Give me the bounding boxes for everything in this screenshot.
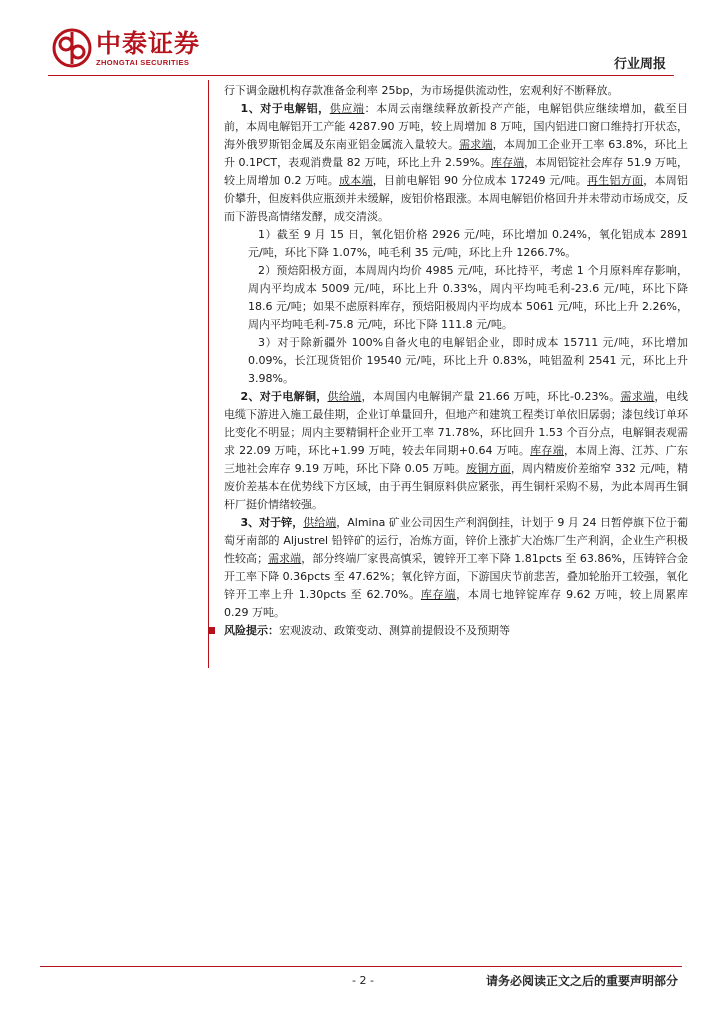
term-inventory: 库存端 xyxy=(420,588,457,601)
section-aluminium xyxy=(224,100,688,226)
term-demand: 需求端 xyxy=(268,552,302,565)
section-heading: 1、对于电解铝， xyxy=(240,102,330,115)
paragraph-text: ，本周铝价攀升，但废料供应瓶颈并未缓解，废铝价格跟涨。本周电解铝价格回升并未带动市场成交，反而下游畏高情绪发酵，成交清淡。 xyxy=(224,174,689,223)
subitem-anode: 2）预焙阳极方面，本周周内均价 4985 元/吨，环比持平，考虑 1 个月原料库存影响，周内平均成本 5009 元/吨，环比上升 0.33%，周内平均吨毛利-23.6 元/吨，环比下降 18.6 元/吨；如果不虑原料库存，预焙阳极周内平均成本 5061 元/吨，环比上升 2.26%，周内平均吨毛利-75.8 元/吨，环比下降 111.8 元/吨。 xyxy=(248,264,688,331)
report-body xyxy=(224,82,688,640)
term-supply: 供给端 xyxy=(303,516,337,529)
company-logo xyxy=(52,28,200,68)
term-demand: 需求端 xyxy=(620,390,655,403)
paragraph-text: ，周内精废价差缩窄 332 元/吨，精废价差基本在优势线下方区域，由于再生铜原料供应紧张，再生铜杆采购不易，为此本周再生铜杆厂挺价情绪较强。 xyxy=(224,462,688,511)
term-recycled-aluminium: 再生铝方面 xyxy=(587,174,644,187)
logo-english-name: ZHONGTAI SECURITIES xyxy=(96,57,190,67)
paragraph-text: ，本周加工企业开工率 63.8%，环比上升 0.1PCT，表观消费量 82 万吨，环比上升 2.59%。 xyxy=(224,138,688,169)
term-scrap-copper: 废铜方面 xyxy=(466,462,511,475)
risk-warning xyxy=(224,622,688,640)
paragraph-text: ，本周国内电解铜产量 21.66 万吨，环比-0.23%。 xyxy=(361,390,621,403)
paragraph-text: ：本周云南继续释放新投产产能，电解铝供应继续增加，截至目前，本周电解铝开工产能 4287.90 万吨，较上周增加 8 万吨，国内铝进口窗口维持打开状态，海外俄罗斯铝金属及东南亚铝金属流入量较大。 xyxy=(224,102,689,151)
term-inventory: 库存端 xyxy=(530,444,565,457)
term-inventory: 库存端 xyxy=(491,156,525,169)
report-type: 行业周报 xyxy=(613,57,666,72)
footer-divider xyxy=(40,966,682,967)
paragraph-text: ，本周铝锭社会库存 51.9 万吨，较上周增加 0.2 万吨。 xyxy=(224,156,688,187)
zhongtai-logo-icon xyxy=(52,28,92,68)
header-divider xyxy=(48,75,674,76)
margin-rule xyxy=(208,80,209,668)
bullet-square-icon xyxy=(208,627,215,634)
logo-chinese-name: 中泰证券 xyxy=(96,28,201,58)
page-number: - 2 - xyxy=(352,974,374,987)
paragraph-intro: 行下调金融机构存款准备金利率 25bp，为市场提供流动性，宏观利好不断释放。 xyxy=(224,84,619,97)
page-header xyxy=(0,0,724,80)
paragraph-text: ，本周七地锌锭库存 9.62 万吨，较上周累库 0.29 万吨。 xyxy=(224,588,689,619)
risk-text: 宏观波动、政策变动、测算前提假设不及预期等 xyxy=(279,624,510,637)
section-heading: 2、对于电解铜， xyxy=(240,390,328,403)
footer-disclaimer: 请务必阅读正文之后的重要声明部分 xyxy=(485,974,678,988)
section-copper xyxy=(224,388,688,514)
term-cost: 成本端 xyxy=(339,174,373,187)
paragraph-text: ，本周上海、江苏、广东三地社会库存 9.19 万吨，环比下降 0.05 万吨。 xyxy=(224,444,688,475)
paragraph-text: ，目前电解铝 90 分位成本 17249 元/吨。 xyxy=(372,174,587,187)
section-zinc xyxy=(224,514,688,622)
term-demand: 需求端 xyxy=(459,138,493,151)
section-heading: 3、对于锌， xyxy=(240,516,304,529)
paragraph-text: ，Almina 矿业公司因生产利润倒挂，计划于 9 月 24 日暂停旗下位于葡萄牙南部的 Aljustrel 铅锌矿的运行，冶炼方面，锌价上涨扩大冶炼厂生产利润，企业生产积极性较高； xyxy=(224,516,689,565)
term-supply: 供给端 xyxy=(327,390,362,403)
term-supply: 供应端 xyxy=(329,102,365,115)
subitem-alumina: 1）截至 9 月 15 日，氧化铝价格 2926 元/吨，环比增加 0.24%，氧化铝成本 2891 元/吨，环比下降 1.07%，吨毛利 35 元/吨，环比上升 1266.7%。 xyxy=(248,228,688,259)
risk-label: 风险提示： xyxy=(224,624,279,637)
paragraph-text: ，电线电缆下游进入施工最佳期，企业订单量回升，但地产和建筑工程类订单依旧孱弱；漆包线订单环比变化不明显；周内主要精铜杆企业开工率 71.78%，环比回升 1.53 个百分点，电解铜表观需求 22.09 万吨，环比+1.99 万吨，较去年同期+0.64 万吨。 xyxy=(224,390,689,457)
subitem-smelter-profit: 3）对于除新疆外 100%自备火电的电解铝企业，即时成本 15711 元/吨，环比增加 0.09%，长江现货铝价 19540 元/吨，环比上升 0.83%，吨铝盈利 2541 元，环比上升 3.98%。 xyxy=(248,336,688,385)
paragraph-text: ，部分终端厂家畏高慎采，镀锌开工率下降 1.81pcts 至 63.86%，压铸锌合金开工率下降 0.36pcts 至 47.62%；氧化锌方面，下游国庆节前悲苦，叠加轮胎开工较强，氧化锌开工率上升 1.30pcts 至 62.70%。 xyxy=(224,552,689,601)
